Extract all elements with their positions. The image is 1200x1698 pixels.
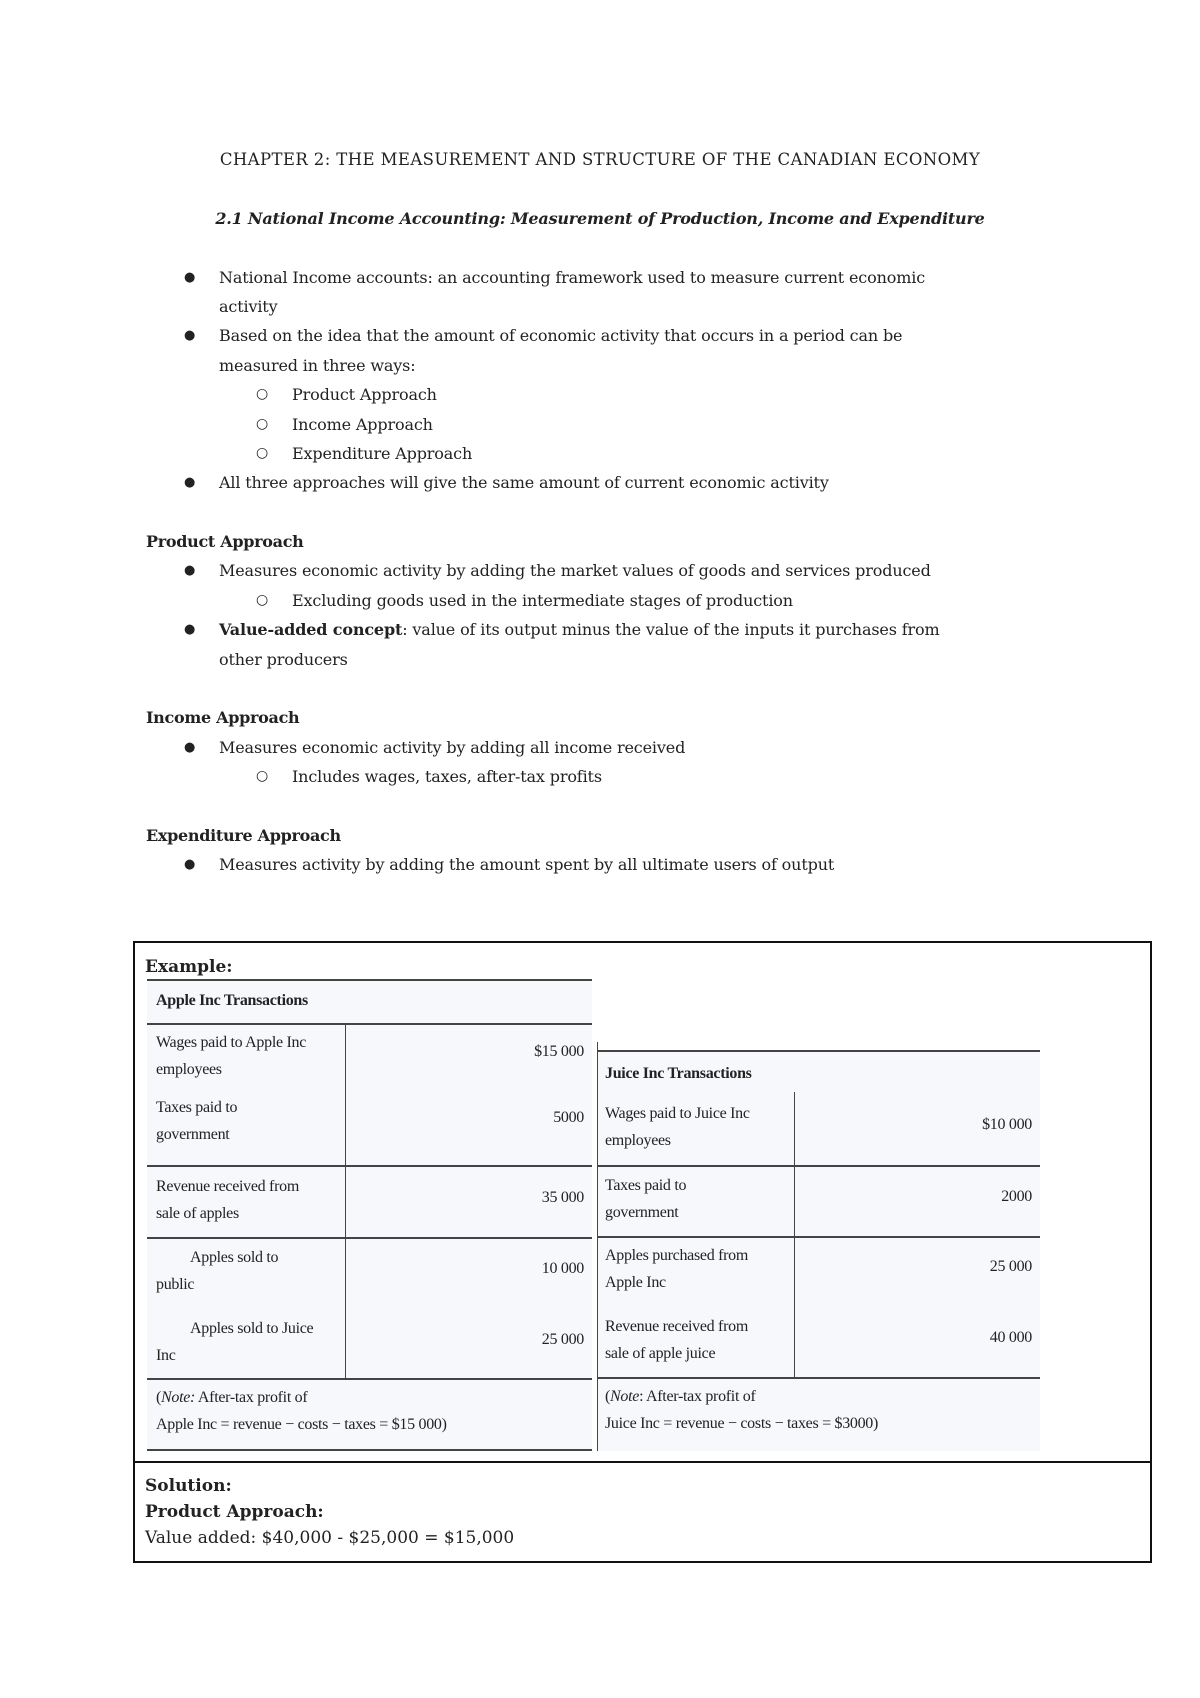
bullet-icon: ● — [184, 739, 196, 755]
table-row-value: 25 000 — [541, 1331, 584, 1348]
circle-bullet-icon: ○ — [256, 591, 269, 608]
table-title: Juice Inc Transactions — [605, 1065, 752, 1082]
circle-bullet-icon: ○ — [256, 444, 269, 461]
list-item: ● All three approaches will give the same amount of current economic activity — [0, 468, 1200, 497]
solution-text: Value added: $40,000 - $25,000 = $15,000 — [145, 1528, 515, 1548]
bullet-icon: ● — [184, 622, 196, 638]
table-row-value: $15 000 — [534, 1043, 584, 1060]
table-row-value: 2000 — [1001, 1188, 1032, 1205]
table-row-value: $10 000 — [982, 1116, 1032, 1133]
table-row-label: Revenue received from sale of apples — [156, 1178, 299, 1222]
table-title: Apple Inc Transactions — [156, 992, 308, 1009]
example-label: Example: — [145, 957, 233, 977]
apple-transactions-table — [147, 979, 592, 1451]
list-item: ● National Income accounts: an accounting framework used to measure current economic — [0, 263, 1200, 292]
expenditure-approach-heading: Expenditure Approach — [146, 825, 341, 845]
table-row-label: Wages paid to Juice Inc employees — [605, 1105, 750, 1149]
list-item: ● Measures economic activity by adding the market values of goods and services produced — [0, 556, 1200, 585]
bullet-icon: ● — [184, 563, 196, 579]
table-note: (Note: After-tax profit of Apple Inc = revenue − costs − taxes = $15 000) — [156, 1389, 447, 1433]
table-row-label: Taxes paid to government — [605, 1177, 687, 1221]
juice-transactions-table — [597, 1050, 1040, 1451]
sub-list-item: ○ Includes wages, taxes, after-tax profits — [0, 762, 1200, 791]
list-item: ● Measures economic activity by adding all income received — [0, 733, 1200, 762]
table-note: (Note: After-tax profit of Juice Inc = revenue − costs − taxes = $3000) — [605, 1388, 879, 1432]
sub-list-item: ○ Excluding goods used in the intermediate stages of production — [0, 586, 1200, 615]
list-item: ● Value-added concept: value of its output minus the value of the inputs it purchases from — [0, 615, 1200, 644]
section-title: 2.1 National Income Accounting: Measurement of Production, Income and Expenditure — [215, 208, 985, 228]
income-approach-heading: Income Approach — [146, 708, 300, 728]
solution-heading: Product Approach: — [145, 1502, 324, 1522]
product-approach-heading: Product Approach — [146, 532, 304, 552]
list-item: ● Based on the idea that the amount of economic activity that occurs in a period can be — [0, 321, 1200, 350]
document-body: CHAPTER 2: THE MEASUREMENT AND STRUCTURE OF THE CANADIAN ECONOMY 2.1 National Income Accounting: Measurement of Production, Income and Expenditure ● National Income accounts: an accounting framework used to measure current economic activity ● Based on the idea that the amount of economic activity that occurs in a period can be measured in three ways: ○ Product Approach ○ Income Approach ○ Expenditure Approach ● All three approaches will give the same amount of current economic activity Product Approach ● Measures economic activity by adding the market values of goods and services produced ○ Excluding goods used in the intermediate stages of production ● Value-added concept: value of its output minus the value of the inputs it purchases from other producers Income Approach ● Measures economic activity by adding all income received ○ Includes wages, taxes, after-tax profits Expenditure Approach ● Measures activity by adding the amount spent by all ultimate users of output — [0, 145, 1200, 880]
sub-list-item: ○ Income Approach — [0, 410, 1200, 439]
table-row-value: 25 000 — [989, 1258, 1032, 1275]
list-item: ● Measures activity by adding the amount spent by all ultimate users of output — [0, 850, 1200, 879]
table-row-label: Taxes paid to government — [156, 1099, 238, 1143]
table-row-label: Wages paid to Apple Inc employees — [156, 1034, 306, 1078]
solution-label: Solution: — [145, 1476, 232, 1496]
chapter-title: CHAPTER 2: THE MEASUREMENT AND STRUCTURE OF THE CANADIAN ECONOMY — [219, 150, 981, 169]
bullet-icon: ● — [184, 857, 196, 873]
table-row-label: Apples purchased from Apple Inc — [605, 1247, 748, 1291]
table-row-value: 40 000 — [989, 1329, 1032, 1346]
table-row-label: Revenue received from sale of apple juice — [605, 1318, 748, 1362]
sub-list-item: ○ Product Approach — [0, 380, 1200, 409]
table-row-value: 5000 — [553, 1109, 584, 1126]
sub-list-item: ○ Expenditure Approach — [0, 439, 1200, 468]
bullet-icon: ● — [184, 328, 196, 344]
table-row-label: Apples sold to Juice Inc — [156, 1320, 314, 1364]
circle-bullet-icon: ○ — [256, 386, 269, 403]
bullet-icon: ● — [184, 475, 196, 491]
bullet-icon: ● — [184, 269, 196, 285]
table-row-value: 10 000 — [541, 1260, 584, 1277]
circle-bullet-icon: ○ — [256, 768, 269, 785]
table-row-label: Apples sold to public — [156, 1249, 279, 1293]
box-divider — [135, 1461, 1150, 1463]
circle-bullet-icon: ○ — [256, 415, 269, 432]
table-row-value: 35 000 — [541, 1189, 584, 1206]
